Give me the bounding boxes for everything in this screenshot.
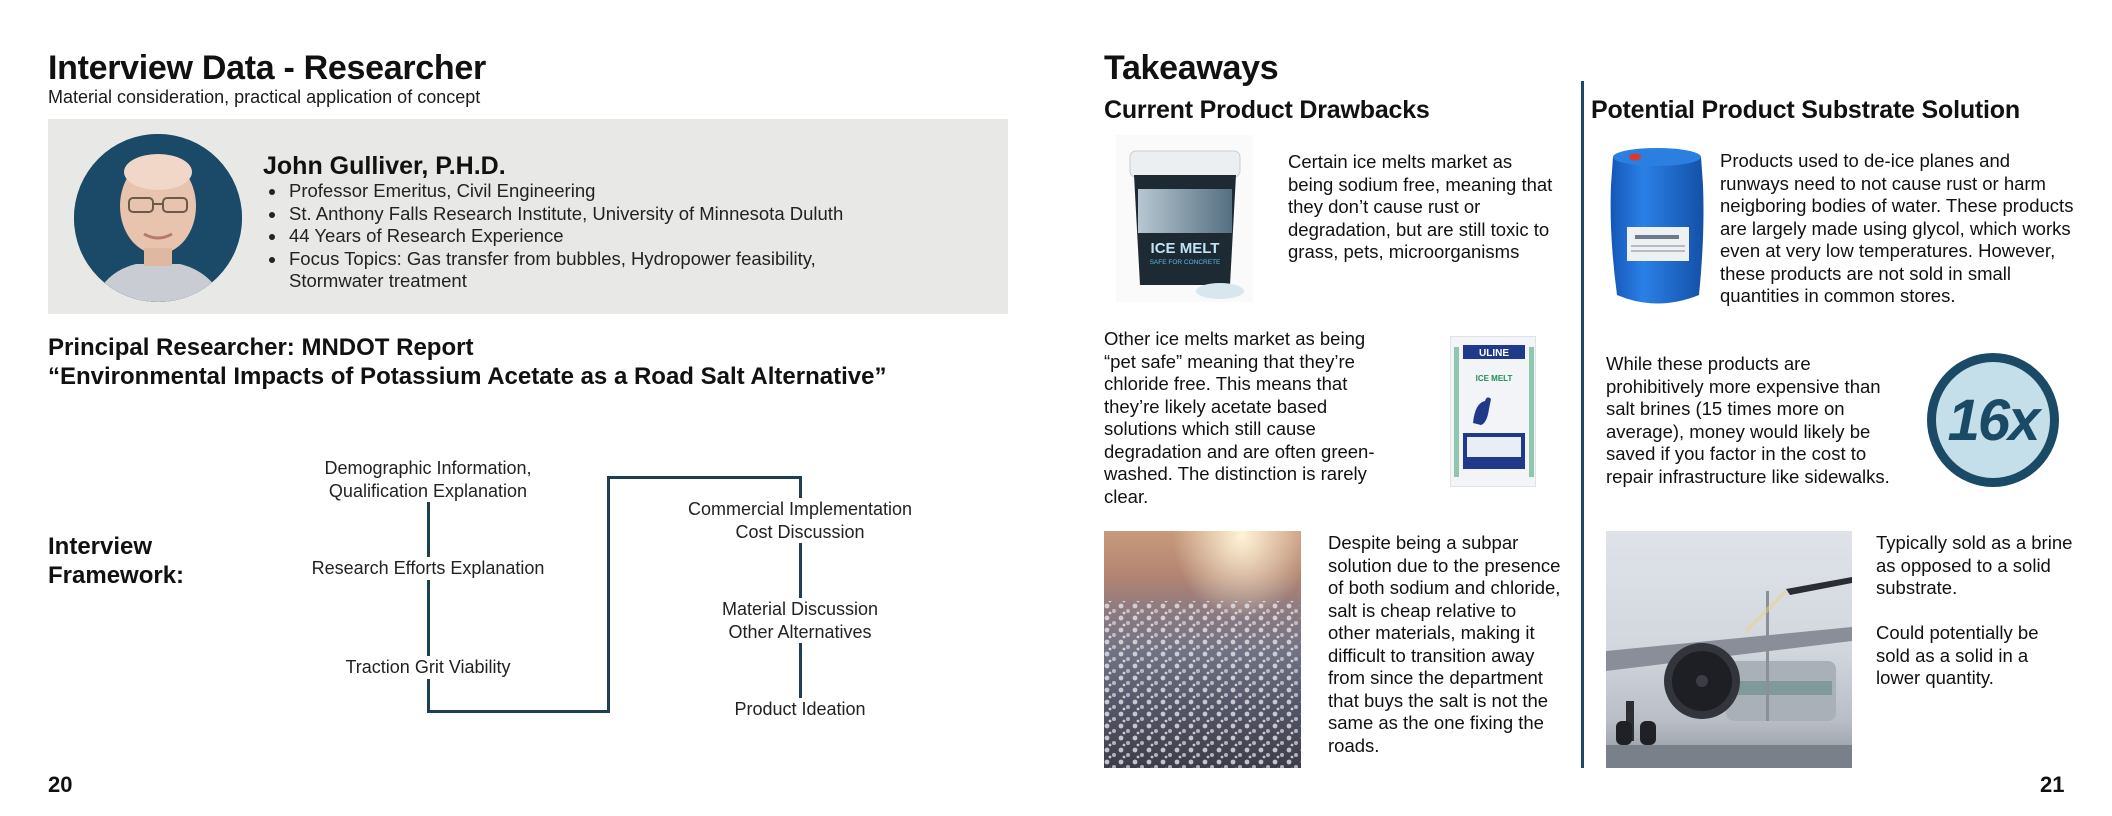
ice-melt-bucket-image [1116,135,1253,302]
drawback-text-1: Certain ice melts market as being sodium free, meaning that they don’t cause rust or degradation, but are still toxic to grass, pets, microorganisms [1288,151,1553,262]
svg-text:ULINE: ULINE [1479,348,1509,359]
pet-safe-ice-melt-bag-image [1450,336,1536,487]
framework-step: Research Efforts Explanation [311,558,545,578]
framework-label-line2: Framework: [48,562,185,589]
connector-line [427,490,430,712]
researcher-portrait-icon [74,134,242,302]
svg-text:ICE MELT: ICE MELT [1475,374,1513,383]
avatar [74,134,242,302]
solution-text-2: While these products are prohibitively more expensive than salt brines (15 times more on average), money would likely be saved if you factor in the cost to repair infrastructure like sidewalks. [1606,353,1890,487]
road-salt-image [1104,531,1301,768]
report-heading: Principal Researcher: MNDOT Report [48,334,474,361]
page-number: 20 [48,772,73,797]
connector-line [427,710,610,713]
credential-item: • 44 Years of Research Experience [287,225,897,248]
column-divider [1581,81,1584,768]
page-title: Interview Data - Researcher [48,49,486,87]
credential-item: • Focus Topics: Gas transfer from bubbles, Hydropower feasibility, Stormwater treatment [287,248,897,293]
solution-text-3a: Typically sold as a brine as opposed to a solid substrate. [1876,532,2073,598]
credential-item: • Professor Emeritus, Civil Engineering [287,180,897,203]
connector-line [607,476,610,713]
framework-label-line1: Interview [48,533,153,560]
solution-text-1: Products used to de-ice planes and runways need to not cause rust or harm neigboring bodies of water. These products are largely made using glycol, which works even at very low temperatures. However, these products are not sold in small quantities in common stores. [1720,150,2074,306]
drawback-text-2: Other ice melts market as being “pet safe” meaning that they’re chloride free. This means that they’re likely acetate based solutions which still cause degradation and are often green-washed. The distinction is rarely clear. [1104,328,1375,507]
svg-text:ICE MELT: ICE MELT [1150,240,1220,257]
framework-step: Material Discussion Other Alternatives [721,599,879,642]
drawback-text-3: Despite being a subpar solution due to the presence of both sodium and chloride, salt is cheap relative to other materials, making it difficult to transition away from since the department that buys the salt is not the same as the one fixing the roads. [1328,532,1561,756]
framework-step: Commercial Implementation Cost Discussion [687,499,913,542]
airplane-deicing-image [1606,531,1852,768]
researcher-name: John Gulliver, P.H.D. [263,152,506,180]
cost-multiplier-value: 16x [1947,387,2039,453]
framework-step: Traction Grit Viability [345,657,511,677]
solution-heading: Potential Product Substrate Solution [1591,96,2020,124]
connector-line [607,476,802,479]
glycol-barrel-image [1607,145,1707,312]
researcher-profile-card [48,119,1008,314]
drawbacks-heading: Current Product Drawbacks [1104,96,1430,124]
svg-text:SAFE FOR CONCRETE: SAFE FOR CONCRETE [1149,259,1221,266]
solution-text-3b: Could potentially be sold as a solid in a lower quantity. [1876,622,2039,688]
cost-multiplier-badge [1927,353,2059,487]
credential-item: • St. Anthony Falls Research Institute, University of Minnesota Duluth [287,203,897,226]
page-number: 21 [2040,772,2065,797]
report-title: “Environmental Impacts of Potassium Acetate as a Road Salt Alternative” [48,363,887,390]
framework-step: Demographic Information, Qualification Explanation [324,458,532,501]
researcher-credentials-list [263,180,897,293]
framework-step: Product Ideation [734,699,866,719]
takeaways-title: Takeaways [1104,49,1279,87]
page-subtitle: Material consideration, practical application of concept [48,87,481,107]
